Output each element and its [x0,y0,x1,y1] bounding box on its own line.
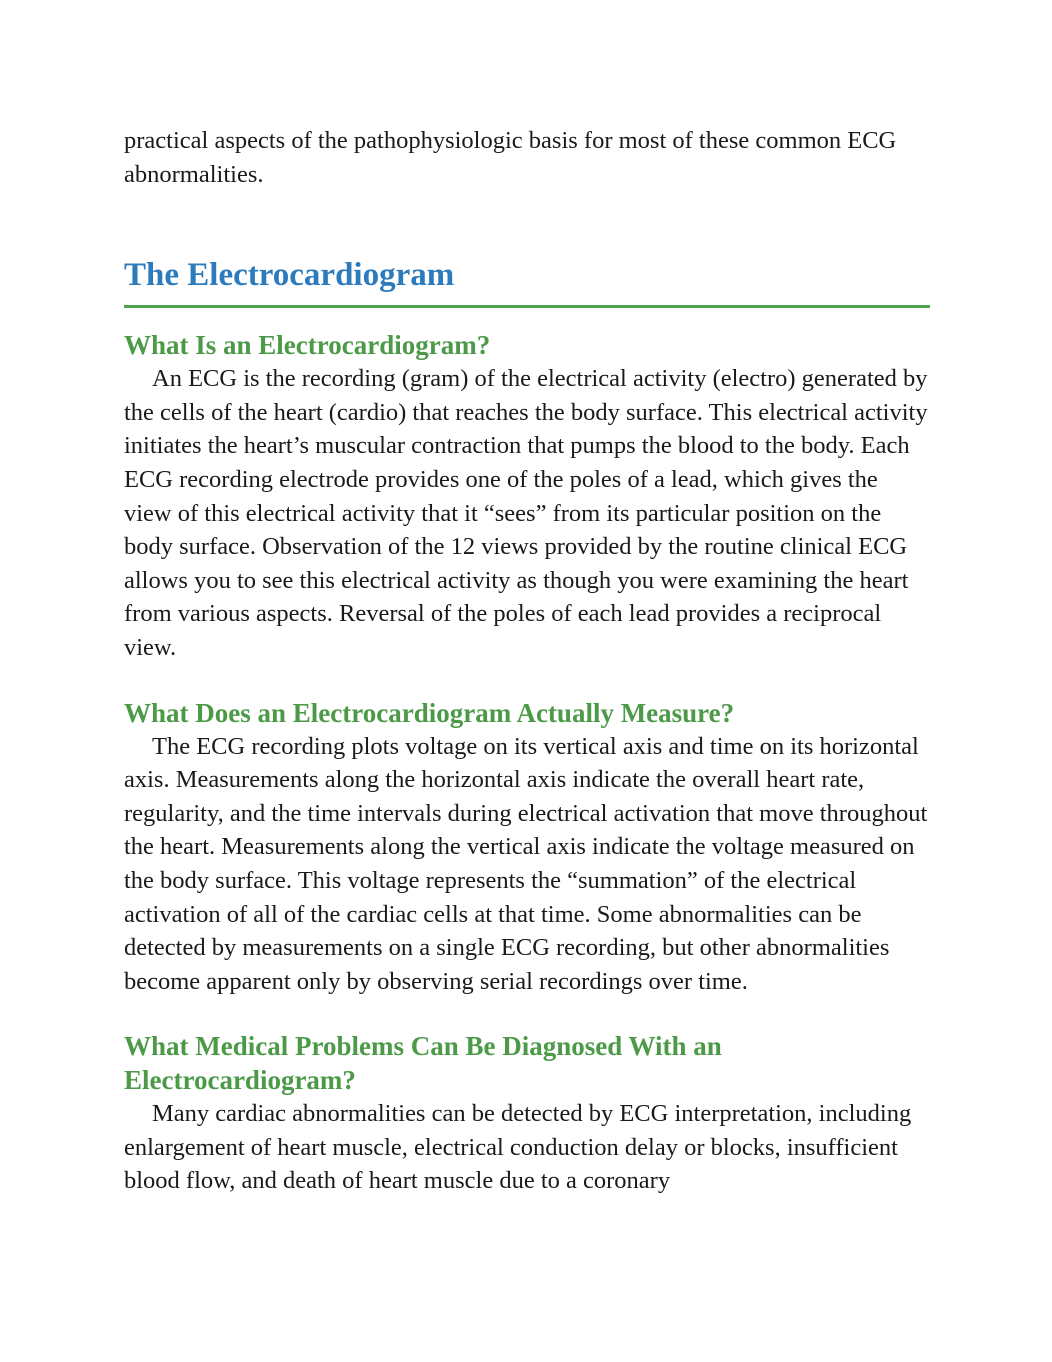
section-heading-medical-problems: What Medical Problems Can Be Diagnosed With an Electrocardiogram? [124,1031,722,1096]
section-heading-what-does-ecg-measure: What Does an Electrocardiogram Actually Measure? [124,697,735,728]
section-body-medical-problems: Many cardiac abnormalities can be detected by ECG interpretation, including enlargement of heart muscle, electrical conduction delay or blocks, insufficient blood flow, and death of heart muscle due to a coronary [124,1100,912,1195]
section-body-what-is-ecg: An ECG is the recording (gram) of the electrical activity (electro) generated by the cells of the heart (cardio) that reaches the body surface. This electrical activity initiates the heart’s muscular contraction that pumps the blood to the body. Each ECG recording electrode provides one of the poles of a lead, which gives the view of this electrical activity that it “sees” from its particular position on the body surface. Observation of the 12 views provided by the routine clinical ECG allows you to see this electrical activity as though you were examining the heart from various aspects. Reversal of the poles of each lead provides a reciprocal view. [124,365,928,661]
section-heading-what-is-ecg: What Is an Electrocardiogram? [124,330,491,361]
intro-paragraph: practical aspects of the pathophysiologic basis for most of these common ECG abnormalities. [124,127,897,188]
page-content [124,124,930,1198]
chapter-title: The Electrocardiogram [124,255,930,308]
section-body-what-does-ecg-measure: The ECG recording plots voltage on its vertical axis and time on its horizontal axis. Measurements along the horizontal axis indicate the overall heart rate, regularity, and the time intervals during electrical activation that move throughout the heart. Measurements along the vertical axis indicate the voltage measured on the body surface. This voltage represents the “summation” of the electrical activation of all of the cardiac cells at that time. Some abnormalities can be detected by measurements on a single ECG recording, but other abnormalities become apparent only by observing serial recordings over time. [124,732,928,995]
